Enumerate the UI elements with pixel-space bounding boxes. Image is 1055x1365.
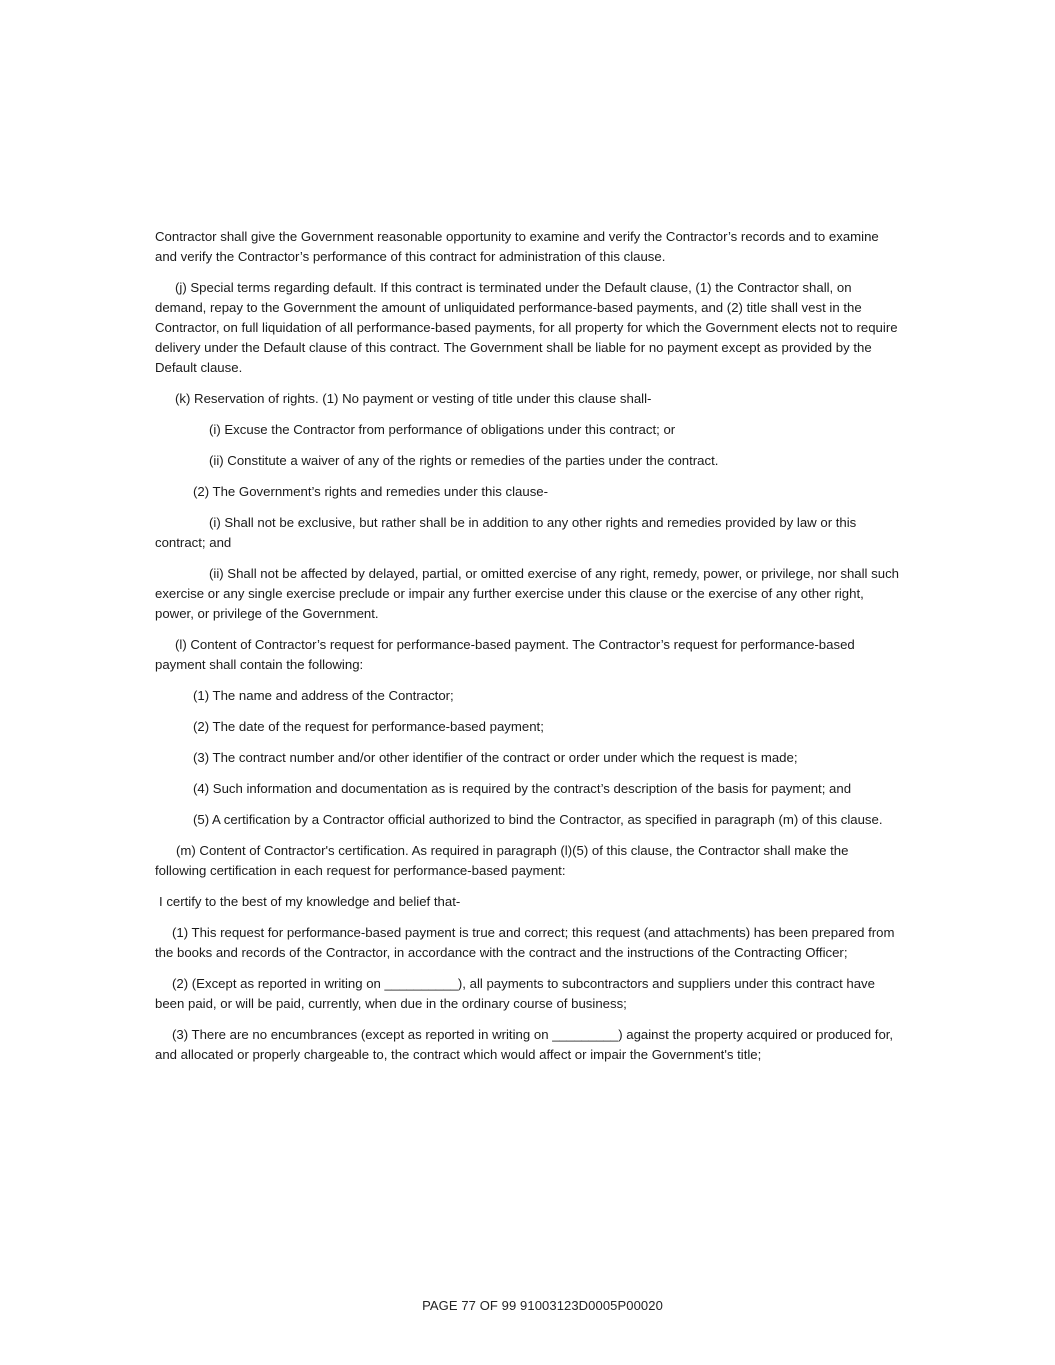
paragraph-examine-records: Contractor shall give the Government reasonable opportunity to examine and verify the Contractor’s records and to examine and verify the Contractor’s performance of this contract for administration of this clause. <box>155 229 879 264</box>
document-body <box>155 227 903 1076</box>
paragraph-k1-i: (i) Excuse the Contractor from performance of obligations under this contract; or <box>209 422 676 437</box>
paragraph-j-default-terms: (j) Special terms regarding default. If this contract is terminated under the Default clause, (1) the Contractor shall, on demand, repay to the Government the amount of unliquidated performance-based payments, and (2) title shall vest in the Contractor, on full liquidation of all performance-based payments, for all property for which the Government elects not to require delivery under the Default clause of this contract. The Government shall be liable for no payment except as provided by the Default clause. <box>155 280 898 375</box>
paragraph-m-certification: (m) Content of Contractor's certification. As required in paragraph (l)(5) of this clause, the Contractor shall make the following certification in each request for performance-based payment: <box>155 843 849 878</box>
paragraph-certify-intro: I certify to the best of my knowledge and belief that- <box>159 894 461 909</box>
paragraph-k-reservation-of-rights: (k) Reservation of rights. (1) No payment or vesting of title under this clause shall- <box>175 391 652 406</box>
paragraph-k1-ii: (ii) Constitute a waiver of any of the rights or remedies of the parties under the contract. <box>209 453 719 468</box>
paragraph-k2-i: (i) Shall not be exclusive, but rather shall be in addition to any other rights and remedies provided by law or this contract; and <box>155 515 857 550</box>
paragraph-cert-2: (2) (Except as reported in writing on __________), all payments to subcontractors and suppliers under this contract have been paid, or will be paid, currently, when due in the ordinary course of business; <box>155 976 875 1011</box>
paragraph-cert-1: (1) This request for performance-based payment is true and correct; this request (and attachments) has been prepared from the books and records of the Contractor, in accordance with the contract and the instructions of the Contracting Officer; <box>155 925 895 960</box>
paragraph-l-request-content: (l) Content of Contractor’s request for performance-based payment. The Contractor’s request for performance-based payment shall contain the following: <box>155 637 855 672</box>
page-footer: PAGE 77 OF 99 91003123D0005P00020 <box>422 1298 663 1313</box>
paragraph-l5: (5) A certification by a Contractor official authorized to bind the Contractor, as specified in paragraph (m) of this clause. <box>193 812 883 827</box>
paragraph-cert-3: (3) There are no encumbrances (except as reported in writing on _________) against the property acquired or produced for, and allocated or properly chargeable to, the contract which would affect or impair the Government's title; <box>155 1027 894 1062</box>
paragraph-k2-ii: (ii) Shall not be affected by delayed, partial, or omitted exercise of any right, remedy, power, or privilege, nor shall such exercise or any single exercise preclude or impair any further exercise under this clause or the exercise of any other right, power, or privilege of the Government. <box>155 566 900 621</box>
paragraph-l4: (4) Such information and documentation as is required by the contract’s description of the basis for payment; and <box>193 781 852 796</box>
paragraph-l1: (1) The name and address of the Contractor; <box>193 688 454 703</box>
paragraph-l3: (3) The contract number and/or other identifier of the contract or order under which the request is made; <box>193 750 798 765</box>
paragraph-l2: (2) The date of the request for performance-based payment; <box>193 719 544 734</box>
paragraph-k2: (2) The Government’s rights and remedies under this clause- <box>193 484 549 499</box>
